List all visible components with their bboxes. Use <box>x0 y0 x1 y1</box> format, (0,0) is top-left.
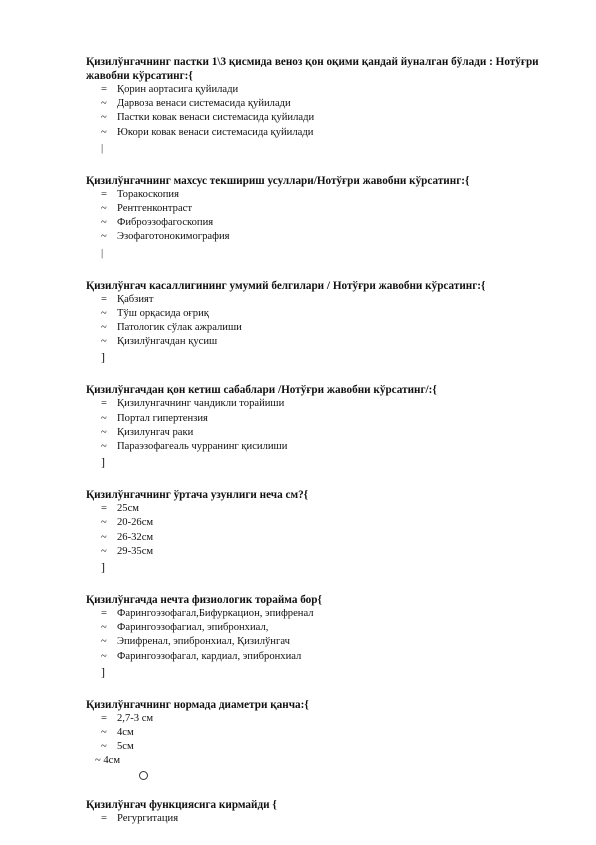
option-text: 26-32см <box>117 531 154 543</box>
option-text: 29-35см <box>117 545 154 557</box>
question-title: Қизилўнгачнинг махсус текшириш усуллари/Нотўғри жавобни кўрсатинг:{ <box>86 174 470 187</box>
answer-option <box>86 635 556 649</box>
option-text: Қорин аортасига қуйилади <box>117 84 239 95</box>
answer-options <box>86 83 556 140</box>
answer-option <box>86 126 556 140</box>
answer-options <box>86 397 556 454</box>
option-marker: ~ <box>101 517 107 529</box>
option-text: Фиброэзофагоскопия <box>117 217 214 229</box>
option-marker: ~ <box>101 126 107 138</box>
answer-option <box>86 230 556 244</box>
option-text: Дарвоза венаси системасида қуйилади <box>117 98 291 110</box>
answer-option <box>86 607 556 621</box>
answer-option <box>86 516 556 530</box>
answer-option <box>86 726 556 740</box>
question-block <box>86 488 556 575</box>
option-marker: ~ <box>101 307 107 319</box>
answer-option <box>86 307 556 321</box>
option-text: Эпифренал, эпибронхиал, Қизилўнгач <box>117 636 290 648</box>
circle-icon <box>139 771 148 780</box>
option-text: Параэзофагеаль чурранинг қисилиши <box>117 441 288 453</box>
option-text: Қабзият <box>117 293 154 305</box>
option-text: Фарингоэзофагал, кардиал, эпибронхиал <box>117 650 302 662</box>
option-text: Қизилўнгачдан қусиш <box>117 336 218 348</box>
question-title: Қизилўнгач касаллигининг умумий белгилари / Нотўғри жавобни кўрсатинг:{ <box>86 279 486 292</box>
option-marker: = <box>101 84 107 95</box>
option-marker: ~ <box>101 412 107 424</box>
answer-option <box>86 335 556 349</box>
option-marker: = <box>101 188 107 200</box>
answer-options <box>86 502 556 559</box>
answer-option <box>86 712 556 726</box>
question-title: Қизилўнгачнинг нормада диаметри қанча:{ <box>86 698 309 711</box>
option-text: Эзофаготонокимография <box>117 231 230 243</box>
option-marker: ~ <box>101 622 107 634</box>
option-marker: = <box>101 608 107 620</box>
question-block <box>86 383 556 470</box>
option-text: Фарингоэзофагиал, эпибронхиал, <box>117 622 269 634</box>
option-marker: ~ <box>101 231 107 243</box>
option-text: Қизилунгачнинг чандикли торайиши <box>117 398 285 410</box>
question-block <box>86 698 556 781</box>
question-title: Қизилўнгачнинг ўртача узунлиги неча см?{ <box>86 489 309 502</box>
question-title: Қизилўнгач функциясига кирмайди { <box>86 799 277 812</box>
question-block <box>86 798 556 826</box>
option-marker: ~ <box>101 531 107 543</box>
option-marker: ~ <box>101 203 107 215</box>
option-text: 4см <box>117 727 134 739</box>
closing-bracket: ] <box>101 560 105 575</box>
answer-option <box>86 621 556 635</box>
option-text: Торакоскопия <box>117 188 179 200</box>
closing-bracket: ] <box>101 664 105 679</box>
option-text: Юкори ковак венаси системасида қуйилади <box>117 126 314 138</box>
answer-option <box>86 740 556 754</box>
answer-option <box>86 412 556 426</box>
answer-option <box>86 545 556 559</box>
answer-option <box>86 440 556 454</box>
answer-option <box>86 293 556 307</box>
option-text: Фарингоэзофагал,Бифуркацион, эпифренал <box>117 608 314 620</box>
answer-options <box>86 188 556 245</box>
option-text: 2,7-3 см <box>117 712 154 724</box>
answer-option <box>86 321 556 335</box>
option-marker: ~ <box>101 336 107 348</box>
option-marker: = <box>101 293 107 305</box>
option-text: 25см <box>117 503 139 515</box>
closing-bracket: | <box>101 141 104 154</box>
option-marker: ~ <box>101 545 107 557</box>
document-body <box>86 55 556 845</box>
option-marker: ~ <box>101 727 107 739</box>
question-block <box>86 55 556 156</box>
option-marker: ~ <box>101 650 107 662</box>
option-marker: ~ <box>101 441 107 453</box>
option-text: Рентгенконтраст <box>117 203 192 215</box>
question-block <box>86 174 556 261</box>
option-text: Қизилунгач раки <box>117 426 194 438</box>
option-text: Регургитация <box>117 813 179 825</box>
option-marker: = <box>101 712 107 724</box>
question-block <box>86 593 556 680</box>
answer-option <box>86 202 556 216</box>
answer-options <box>86 607 556 664</box>
option-marker: = <box>101 813 107 825</box>
answer-option <box>86 216 556 230</box>
option-marker: ~ <box>101 98 107 110</box>
answer-option-plain: ~ 4см <box>95 755 121 767</box>
closing-bracket: ] <box>101 350 105 365</box>
answer-option <box>86 83 556 97</box>
option-marker: ~ <box>101 741 107 753</box>
question-title: Қизилўнгачда нечта физиологик торайма бор{ <box>86 594 322 607</box>
answer-option <box>86 812 556 826</box>
option-text: Портал гипертензия <box>117 412 208 424</box>
answer-option <box>86 426 556 440</box>
option-marker: ~ <box>101 426 107 438</box>
answer-options <box>86 812 556 826</box>
option-text: 20-26см <box>117 517 154 529</box>
answer-option <box>86 650 556 664</box>
option-marker: ~ <box>101 112 107 124</box>
question-title: Қизилўнгачнинг пастки 1\3 қисмида веноз қон оқими қандай йуналган бўлади : Нотўғри жавобни кўрсатинг:{ <box>86 56 539 82</box>
option-text: Тўш орқасида оғриқ <box>117 307 209 319</box>
answer-options <box>86 293 556 350</box>
option-text: Пастки ковак венаси системасида қуйилади <box>117 112 315 124</box>
option-marker: = <box>101 503 107 515</box>
answer-option <box>86 531 556 545</box>
question-block <box>86 279 556 366</box>
closing-bracket: ] <box>101 455 105 470</box>
answer-option <box>86 188 556 202</box>
option-text: 5см <box>117 741 134 753</box>
question-title: Қизилўнгачдан қон кетиш сабаблари /Нотўғри жавобни кўрсатинг/:{ <box>86 384 437 397</box>
option-marker: = <box>101 398 107 410</box>
option-marker: ~ <box>101 636 107 648</box>
answer-option <box>86 97 556 111</box>
answer-options <box>86 712 556 755</box>
closing-bracket: | <box>101 246 104 259</box>
answer-option <box>86 397 556 411</box>
option-marker: ~ <box>101 217 107 229</box>
answer-option <box>86 111 556 125</box>
option-marker: ~ <box>101 322 107 334</box>
option-text: Патологик сўлак ажралиши <box>117 322 242 334</box>
answer-option <box>86 502 556 516</box>
